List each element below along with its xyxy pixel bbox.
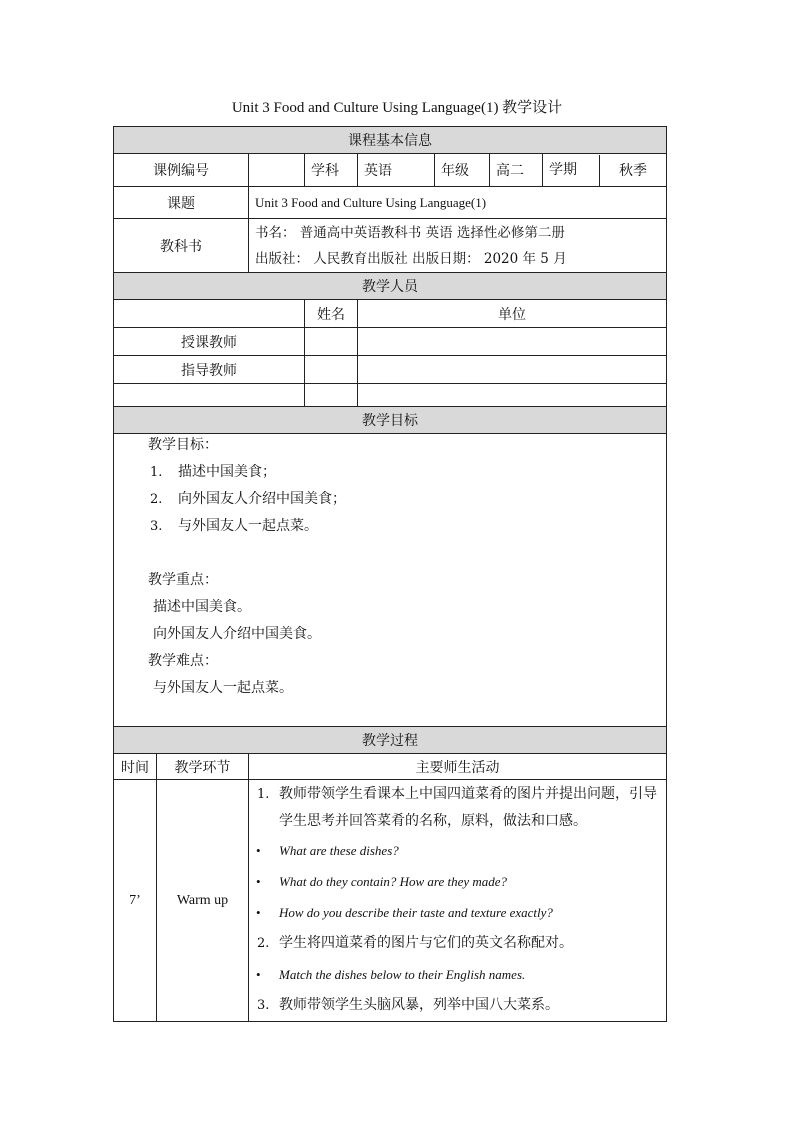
staff-unit bbox=[358, 328, 667, 356]
term-value: 秋季 bbox=[619, 163, 648, 179]
table-row bbox=[114, 780, 667, 1022]
case-no-label: 课例编号 bbox=[114, 154, 249, 187]
activity-item bbox=[249, 990, 666, 1021]
grade-label: 年级 bbox=[435, 154, 490, 187]
staff-name bbox=[305, 328, 358, 356]
section-heading-basic-info: 课程基本信息 bbox=[114, 127, 667, 154]
staff-unit bbox=[358, 384, 667, 407]
section-heading-staff: 教学人员 bbox=[114, 273, 667, 300]
activity-number: 1. bbox=[257, 787, 270, 802]
page-title: Unit 3 Food and Culture Using Language(1) 教学设计 bbox=[231, 100, 563, 116]
case-no-value bbox=[249, 154, 305, 187]
staff-header-name: 姓名 bbox=[305, 300, 358, 328]
staff-name bbox=[305, 356, 358, 384]
process-activity bbox=[249, 780, 667, 1022]
activity-bullet bbox=[249, 897, 666, 928]
goal-text: 与外国友人一起点菜。 bbox=[178, 518, 318, 534]
subject-label: 学科 bbox=[305, 154, 358, 187]
goal-text: 向外国友人介绍中国美食； bbox=[178, 491, 346, 507]
staff-role: 指导教师 bbox=[114, 356, 305, 384]
list-item bbox=[148, 513, 666, 540]
lesson-plan-table bbox=[113, 126, 667, 1022]
section-heading-objectives: 教学目标 bbox=[114, 407, 667, 434]
goal-text: 描述中国美食； bbox=[178, 464, 276, 480]
staff-header-role bbox=[114, 300, 305, 328]
key-points-label: 教学重点： bbox=[148, 572, 218, 588]
activity-item bbox=[249, 928, 666, 959]
table-row bbox=[114, 356, 667, 384]
process-time: 7’ bbox=[114, 780, 157, 1022]
goal-number: 1. bbox=[150, 465, 163, 480]
bullet-text: Match the dishes below to their English names. bbox=[279, 967, 526, 982]
activity-text: 教师带领学生头脑风暴，列举中国八大菜系。 bbox=[279, 997, 559, 1013]
activity-text-line: 教师带领学生看课本上中国四道菜肴的图片并提出问题，引导 bbox=[279, 786, 657, 802]
bullet-text: What do they contain? How are they made? bbox=[279, 874, 508, 889]
topic-value: Unit 3 Food and Culture Using Language(1) bbox=[249, 187, 667, 219]
term-label: 学期 bbox=[543, 155, 600, 186]
bullet-text: What are these dishes? bbox=[279, 843, 399, 858]
goal-label: 教学目标： bbox=[148, 437, 218, 453]
subject-value: 英语 bbox=[358, 154, 435, 187]
key-point: 向外国友人介绍中国美食。 bbox=[153, 626, 321, 642]
topic-label: 课题 bbox=[114, 187, 249, 219]
activity-item bbox=[249, 781, 666, 835]
section-heading-process: 教学过程 bbox=[114, 727, 667, 754]
bullet-symbol: • bbox=[256, 967, 261, 982]
process-stage: Warm up bbox=[157, 780, 249, 1022]
textbook-name-line: 书名： 普通高中英语教科书 英语 选择性必修第二册 bbox=[255, 224, 565, 241]
key-point: 描述中国美食。 bbox=[153, 599, 251, 615]
staff-role bbox=[114, 384, 305, 407]
activity-bullet bbox=[249, 959, 666, 990]
grade-value: 高二 bbox=[490, 154, 543, 187]
publisher-line: 出版社： 人民教育出版社 出版日期： 2020 年 5 月 bbox=[255, 250, 567, 267]
process-header-activity: 主要师生活动 bbox=[249, 754, 667, 780]
activity-number: 2. bbox=[257, 936, 270, 951]
goal-number: 3. bbox=[150, 519, 163, 534]
activity-number: 3. bbox=[257, 998, 270, 1013]
activity-bullet bbox=[249, 866, 666, 897]
process-header-time: 时间 bbox=[114, 754, 157, 780]
textbook-label: 教科书 bbox=[114, 219, 249, 273]
bullet-text: How do you describe their taste and texture exactly? bbox=[279, 905, 553, 920]
staff-header-unit: 单位 bbox=[358, 300, 667, 328]
process-header-stage: 教学环节 bbox=[157, 754, 249, 780]
list-item bbox=[148, 486, 666, 513]
activity-text-line: 学生思考并回答菜肴的名称，原料，做法和口感。 bbox=[279, 813, 587, 829]
activity-text: 学生将四道菜肴的图片与它们的英文名称配对。 bbox=[279, 935, 573, 951]
bullet-symbol: • bbox=[256, 905, 261, 920]
goal-number: 2. bbox=[150, 492, 163, 507]
staff-unit bbox=[358, 356, 667, 384]
difficulty-label: 教学难点： bbox=[148, 653, 218, 669]
staff-role: 授课教师 bbox=[114, 328, 305, 356]
list-item bbox=[148, 459, 666, 486]
bullet-symbol: • bbox=[256, 843, 261, 858]
table-row bbox=[114, 384, 667, 407]
table-row bbox=[114, 328, 667, 356]
difficulty-point: 与外国友人一起点菜。 bbox=[153, 680, 293, 696]
bullet-symbol: • bbox=[256, 874, 261, 889]
objectives-content bbox=[114, 434, 667, 727]
activity-bullet bbox=[249, 835, 666, 866]
staff-name bbox=[305, 384, 358, 407]
